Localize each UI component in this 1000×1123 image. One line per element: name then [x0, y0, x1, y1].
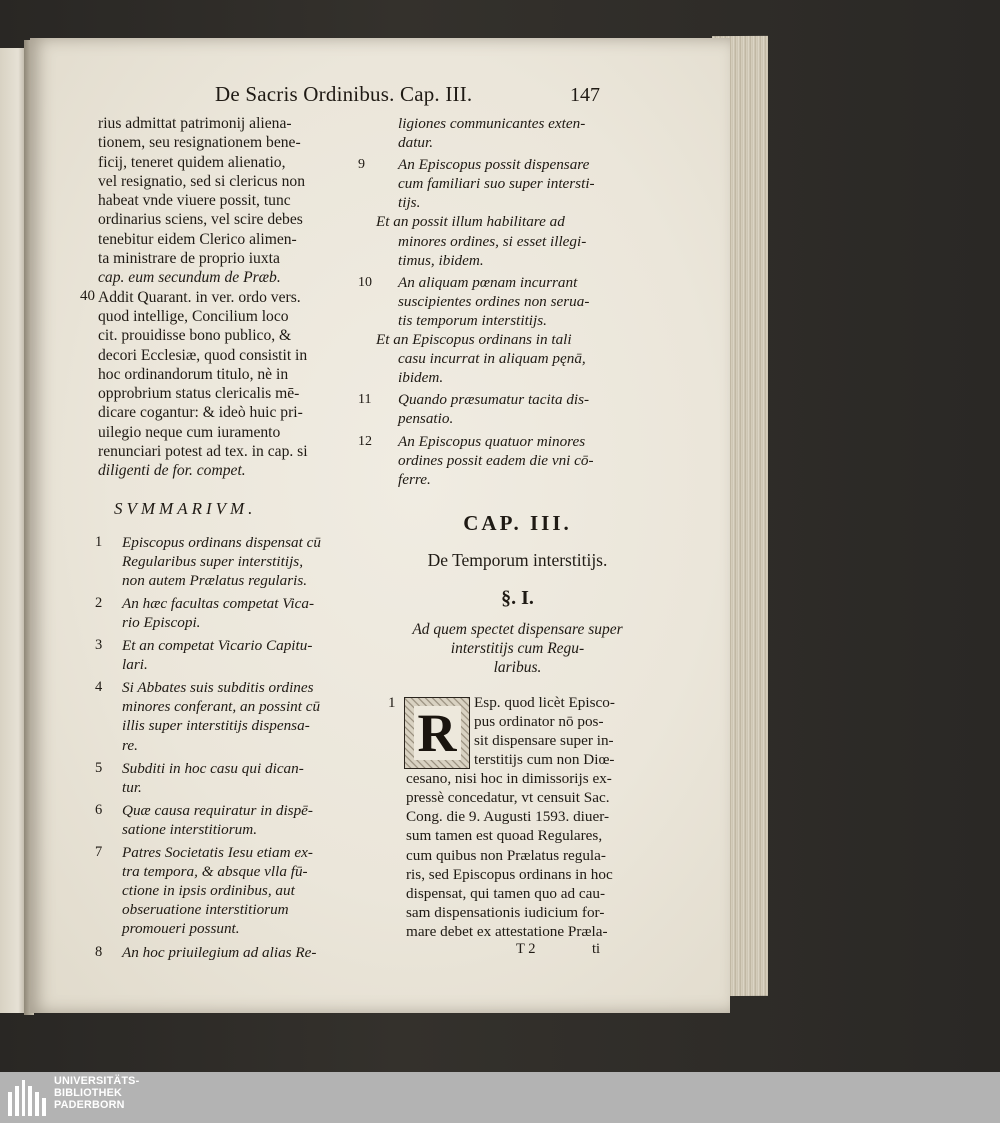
summarium-number: 12	[358, 433, 372, 449]
text-line: Addit Quarant. in ver. ordo vers.	[98, 288, 301, 306]
text-line: ordines possit eadem die vni cō-	[398, 451, 594, 469]
paragraph-number: 40	[80, 287, 95, 304]
text-line: Si Abbates suis subditis ordines	[122, 679, 314, 697]
text-line: tis temporum interstitijs.	[398, 311, 547, 329]
logo-line: PADERBORN	[54, 1099, 125, 1111]
library-footer-bar	[0, 1072, 1000, 1123]
text-line: Patres Societatis Iesu etiam ex-	[122, 844, 313, 862]
text-line: tenebitur eidem Clerico alimen-	[98, 230, 297, 248]
summarium-list	[95, 533, 374, 962]
text-line: re.	[122, 736, 138, 754]
library-logo-text	[54, 1075, 139, 1111]
text-line: ris, sed Episcopus ordinans in hoc	[406, 865, 613, 883]
catchword: ti	[592, 941, 601, 957]
logo-line: BIBLIOTHEK	[54, 1087, 122, 1099]
text-line: interstitijs cum Regu-	[450, 639, 585, 657]
text-line: tur.	[122, 778, 142, 796]
body-paragraph	[370, 693, 665, 961]
summarium-number: 3	[95, 637, 103, 654]
text-line: cesano, nisi hoc in dimissorijs ex-	[406, 770, 612, 788]
text-line: datur.	[398, 134, 434, 152]
text-line: ibidem.	[398, 369, 444, 387]
summarium-item	[95, 678, 374, 754]
text-line: An Episcopus quatuor minores	[398, 432, 586, 450]
text-line: terstitijs cum non Diœ-	[474, 751, 615, 769]
text-line: sit dispensare super in-	[474, 731, 614, 749]
text-line: Regularibus super interstitijs,	[122, 552, 303, 570]
summarium-item	[95, 636, 374, 674]
text-line: minores ordines, si esset illegi-	[398, 232, 587, 250]
text-line: illis super interstitijs dispensa-	[122, 717, 310, 735]
text-line: Cong. die 9. Augusti 1593. diuer-	[406, 808, 610, 826]
text-line: rius admittat patrimonij aliena-	[98, 115, 292, 132]
paragraph-40	[80, 287, 374, 481]
section-title	[370, 620, 665, 677]
text-line: dicare cogantur: & ideò huic pri-	[98, 404, 303, 422]
summarium-number: 2	[95, 594, 103, 611]
text-line: timus, ibidem.	[398, 251, 484, 269]
summarium-number: 4	[95, 679, 103, 696]
text-line: pressè concedatur, vt censuit Sac.	[406, 789, 610, 807]
text-line: rio Episcopi.	[122, 614, 201, 632]
text-line: renunciari potest ad tex. in cap. si	[98, 443, 308, 461]
text-line: laribus.	[493, 658, 542, 676]
summarium-title: SVMMARIVM.	[114, 498, 257, 518]
summarium-item	[358, 273, 665, 330]
text-line: habeat vnde viuere possit, tunc	[98, 192, 291, 210]
text-line: pus ordinator nō pos-	[474, 712, 604, 730]
running-title: De Sacris Ordinibus. Cap. III.	[215, 82, 473, 106]
summarium-item	[95, 801, 374, 839]
text-line: Esp. quod licèt Episco-	[474, 693, 615, 711]
text-line: uilegio neque cum iuramento	[98, 423, 281, 441]
summarium-item	[95, 759, 374, 797]
text-line: An hoc priuilegium ad alias Re-	[122, 943, 317, 961]
text-line: tijs.	[398, 194, 421, 212]
text-line: opprobrium status clericalis mē-	[98, 385, 300, 403]
text-line: sam dispensationis iudicium for-	[406, 903, 605, 921]
chapter-subtitle: De Temporum interstitijs.	[427, 549, 608, 570]
text-line: Ad quem spectet dispensare super	[412, 620, 623, 638]
text-line: Et an possit illum habilitare ad	[376, 213, 565, 231]
summarium-item	[358, 390, 665, 428]
text-line: minores conferant, an possint cū	[122, 698, 321, 716]
page-foot	[370, 941, 665, 961]
page-number: 147	[570, 84, 600, 106]
text-line: obseruatione interstitiorum	[122, 901, 289, 919]
text-line: ta ministrare de proprio iuxta	[98, 250, 280, 268]
text-line: ficij, teneret quidem alienatio,	[98, 153, 286, 171]
text-line: Et an Episcopus ordinans in tali	[376, 331, 572, 349]
section-heading: §. I.	[501, 586, 534, 609]
left-page-edge	[0, 48, 26, 1013]
text-line: lari.	[122, 656, 148, 674]
summarium-number: 7	[95, 844, 103, 861]
text-line: pensatio.	[398, 410, 454, 428]
text-line: tra tempora, & absque vlla fū-	[122, 863, 308, 881]
full-width-lines	[370, 769, 665, 941]
logo-line: UNIVERSITÄTS-	[54, 1075, 140, 1087]
paragraph-number: 1	[388, 694, 396, 711]
text-line: sum tamen est quoad Regulares,	[406, 827, 603, 845]
text-line: tionem, seu resignationem bene-	[98, 134, 301, 152]
text-line: An hæc facultas competat Vica-	[122, 594, 315, 612]
text-line: ctione in ipsis ordinibus, aut	[122, 882, 295, 900]
text-line: vel resignatio, sed si clericus non	[98, 172, 305, 190]
library-logo-icon	[8, 1078, 46, 1116]
text-line: An Episcopus possit dispensare	[398, 156, 590, 174]
summarium-item	[370, 330, 665, 387]
text-line: suscipientes ordines non serua-	[398, 292, 590, 310]
text-line: Episcopus ordinans dispensat cū	[122, 533, 321, 551]
text-line: quod intellige, Concilium loco	[98, 307, 289, 325]
text-line: Subditi in hoc casu qui dican-	[122, 759, 304, 777]
text-line: ferre.	[398, 470, 431, 488]
summarium-number: 9	[358, 157, 365, 173]
text-line: cit. prouidisse bono publico, &	[98, 327, 292, 345]
text-line: diligenti de for. compet.	[98, 462, 246, 480]
book-page	[30, 38, 730, 1013]
summarium-item	[95, 594, 374, 632]
text-line: cum quibus non Prælatus regula-	[406, 846, 606, 864]
text-line: Et an competat Vicario Capitu-	[122, 637, 313, 655]
summarium-item	[95, 533, 374, 590]
text-line: promoueri possunt.	[122, 920, 240, 938]
summarium-number: 6	[95, 801, 103, 818]
summarium-continuation	[370, 114, 665, 152]
left-column	[80, 114, 374, 962]
text-line: cap. eum secundum de Præb.	[98, 269, 281, 287]
text-line: ligiones communicantes exten-	[398, 115, 586, 132]
summarium-item	[358, 432, 665, 489]
text-line: ordinarius sciens, vel scire debes	[98, 211, 303, 229]
text-line: satione interstitiorum.	[122, 820, 258, 838]
text-line: hoc ordinandorum titulo, nè in	[98, 365, 289, 383]
text-line: cum familiari suo super intersti-	[398, 175, 595, 193]
signature-mark: T 2	[516, 941, 536, 957]
text-line: dispensat, qui tamen quo ad cau-	[406, 884, 606, 902]
summarium-item	[95, 843, 374, 938]
summarium-number: 1	[95, 533, 103, 550]
summarium-number: 10	[358, 274, 372, 290]
text-line: decori Ecclesiæ, quod consistit in	[98, 346, 308, 364]
summarium-number: 8	[95, 943, 103, 960]
drop-cap-letter: R	[414, 706, 461, 760]
text-line: mare debet ex attestatione Præla-	[406, 922, 608, 940]
chapter-heading: CAP. III.	[463, 510, 572, 535]
left-paragraph	[98, 114, 374, 288]
summarium-item	[370, 212, 665, 269]
text-line: non autem Prælatus regularis.	[122, 571, 308, 589]
summarium-item	[95, 943, 374, 962]
text-line: An aliquam pœnam incurrant	[398, 273, 578, 291]
text-line: Quando præsumatur tacita dis-	[398, 391, 590, 409]
summarium-number: 5	[95, 759, 103, 776]
text-line: casu incurrat in aliquam pęnā,	[398, 350, 586, 368]
summarium-item	[358, 155, 665, 212]
summarium-number: 11	[358, 392, 372, 408]
drop-cap-initial	[404, 697, 470, 769]
text-line: Quæ causa requiratur in dispē-	[122, 801, 313, 819]
right-column	[358, 114, 665, 961]
